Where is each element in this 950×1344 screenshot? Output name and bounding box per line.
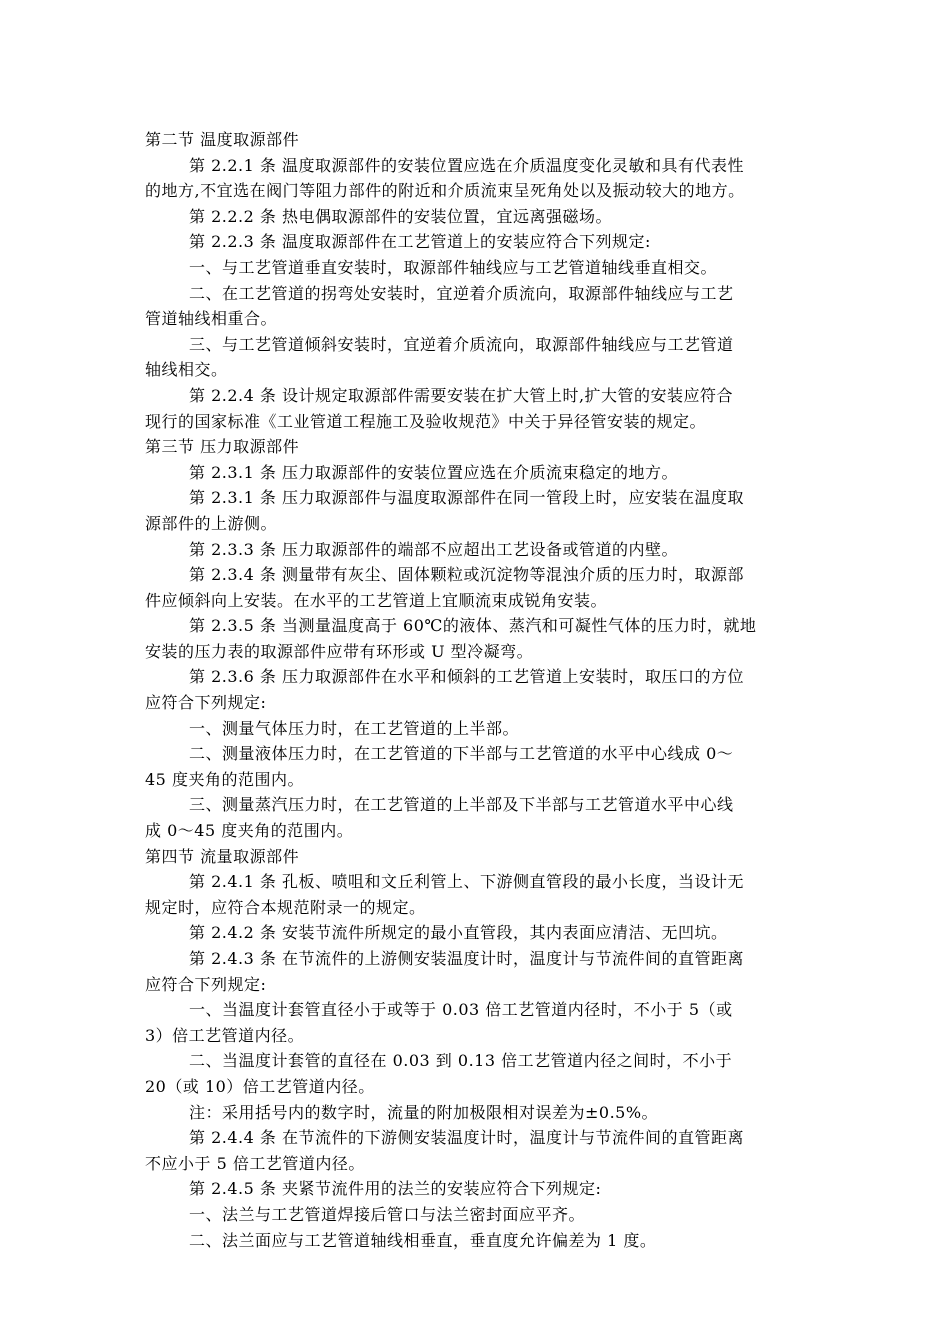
- document-body: [145, 127, 805, 1253]
- text-line: 现行的国家标准《工业管道工程施工及验收规范》中关于异径管安装的规定。: [145, 411, 707, 431]
- text-line: 应符合下列规定:: [145, 693, 267, 713]
- text-line: 一、与工艺管道垂直安装时，取源部件轴线应与工艺管道轴线垂直相交。: [189, 257, 718, 277]
- text-line: 第 2.2.2 条 热电偶取源部件的安装位置，宜远离强磁场。: [189, 206, 612, 226]
- text-line: 不应小于 5 倍工艺管道内径。: [145, 1153, 365, 1173]
- text-line: 的地方,不宜选在阀门等阻力部件的附近和介质流束呈死角处以及振动较大的地方。: [145, 181, 745, 201]
- text-line: 安装的压力表的取源部件应带有环形或 U 型冷凝弯。: [145, 641, 534, 661]
- text-line: 第 2.3.1 条 压力取源部件与温度取源部件在同一管段上时，应安装在温度取: [189, 488, 744, 508]
- text-line: 规定时，应符合本规范附录一的规定。: [145, 897, 426, 917]
- text-line: 源部件的上游侧。: [145, 513, 278, 533]
- text-line: 一、法兰与工艺管道焊接后管口与法兰密封面应平齐。: [189, 1204, 586, 1224]
- text-line: 第 2.3.3 条 压力取源部件的端部不应超出工艺设备或管道的内壁。: [189, 539, 678, 559]
- text-line: 第三节 压力取源部件: [145, 437, 300, 457]
- text-line: 第 2.4.4 条 在节流件的下游侧安装温度计时，温度计与节流件间的直管距离: [189, 1128, 744, 1148]
- text-line: 第 2.3.6 条 压力取源部件在水平和倾斜的工艺管道上安装时，取压口的方位: [189, 667, 744, 687]
- text-line: 第 2.4.2 条 安装节流件所规定的最小直管段，其内表面应清洁、无凹坑。: [189, 923, 728, 943]
- text-line: 二、当温度计套管的直径在 0.03 到 0.13 倍工艺管道内径之间时，不小于: [189, 1051, 733, 1071]
- text-line: 第 2.4.3 条 在节流件的上游侧安装温度计时，温度计与节流件间的直管距离: [189, 949, 744, 968]
- text-line: 20（或 10）倍工艺管道内径。: [145, 1076, 375, 1096]
- text-line: 二、测量液体压力时，在工艺管道的下半部与工艺管道的水平中心线成 0～: [189, 744, 734, 764]
- text-line: 第 2.2.3 条 温度取源部件在工艺管道上的安装应符合下列规定:: [189, 232, 651, 252]
- text-line: 第 2.2.1 条 温度取源部件的安装位置应选在介质温度变化灵敏和具有代表性: [189, 155, 744, 175]
- text-line: 二、在工艺管道的拐弯处安装时，宜逆着介质流向，取源部件轴线应与工艺: [189, 283, 734, 303]
- text-line: 第二节 温度取源部件: [145, 130, 300, 149]
- text-line: 应符合下列规定:: [145, 974, 267, 994]
- text-line: 轴线相交。: [145, 360, 228, 380]
- text-line: 一、当温度计套管直径小于或等于 0.03 倍工艺管道内径时，不小于 5（或: [189, 1000, 733, 1020]
- text-line: 第四节 流量取源部件: [145, 846, 300, 866]
- text-line: 注：采用括号内的数字时，流量的附加极限相对误差为±0.5%。: [189, 1102, 659, 1122]
- text-line: 成 0～45 度夹角的范围内。: [145, 821, 354, 841]
- text-line: 第 2.3.1 条 压力取源部件的安装位置应选在介质流束稳定的地方。: [189, 462, 678, 482]
- text-line: 第 2.3.5 条 当测量温度高于 60℃的液体、蒸汽和可凝性气体的压力时，就地: [189, 616, 757, 636]
- text-line: 管道轴线相重合。: [145, 309, 278, 329]
- text-line: 三、与工艺管道倾斜安装时，宜逆着介质流向，取源部件轴线应与工艺管道: [189, 334, 734, 354]
- text-line: 第 2.2.4 条 设计规定取源部件需要安装在扩大管上时,扩大管的安装应符合: [189, 385, 734, 405]
- text-line: 件应倾斜向上安装。在水平的工艺管道上宜顺流束成锐角安装。: [145, 590, 608, 610]
- text-line: 第 2.4.1 条 孔板、喷咀和文丘利管上、下游侧直管段的最小长度，当设计无: [189, 872, 744, 892]
- text-line: 二、法兰面应与工艺管道轴线相垂直，垂直度允许偏差为 1 度。: [189, 1230, 657, 1250]
- text-line: 45 度夹角的范围内。: [145, 769, 304, 789]
- text-line: 3）倍工艺管道内径。: [145, 1025, 305, 1045]
- text-line: 第 2.3.4 条 测量带有灰尘、固体颗粒或沉淀物等混浊介质的压力时，取源部: [189, 565, 744, 585]
- text-line: 第 2.4.5 条 夹紧节流件用的法兰的安装应符合下列规定:: [189, 1179, 602, 1199]
- text-line: 三、测量蒸汽压力时，在工艺管道的上半部及下半部与工艺管道水平中心线: [189, 795, 734, 815]
- text-line: 一、测量气体压力时，在工艺管道的上半部。: [189, 718, 520, 738]
